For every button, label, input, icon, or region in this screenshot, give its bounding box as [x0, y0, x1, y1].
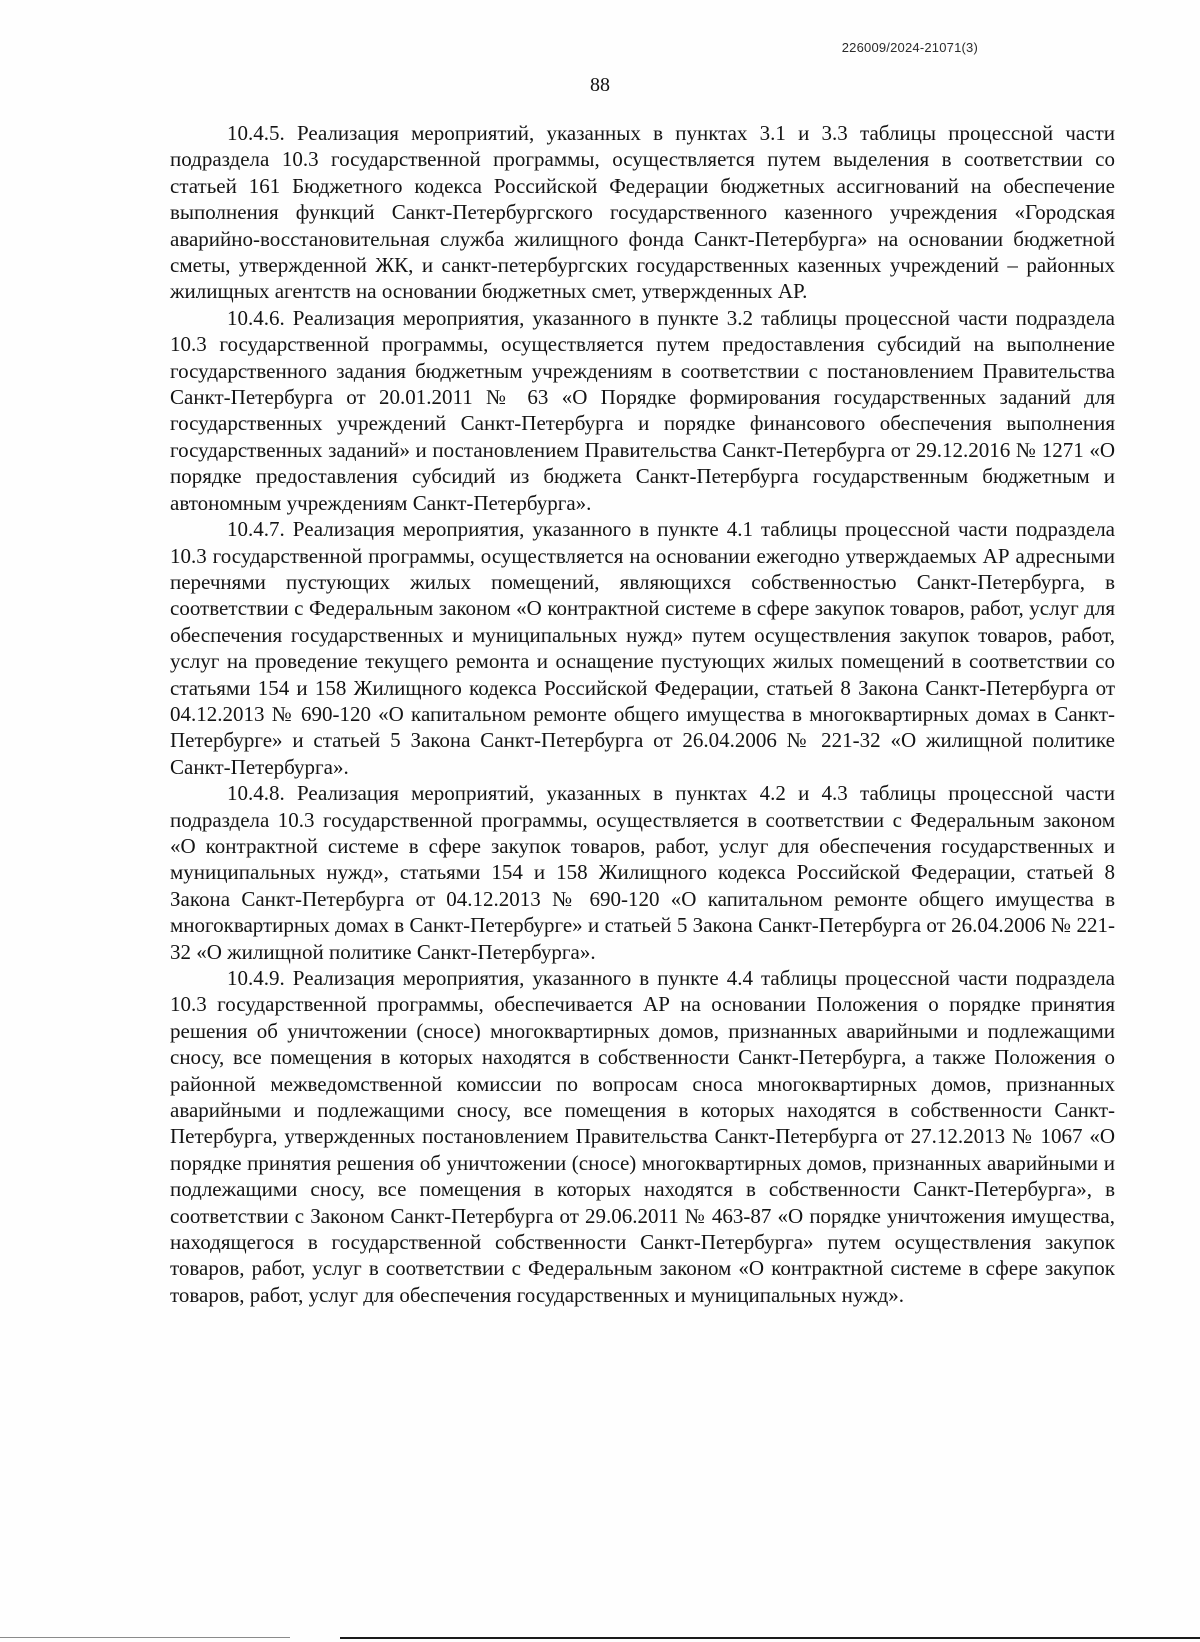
- paragraph-10-4-7: 10.4.7. Реализация мероприятия, указанного в пункте 4.1 таблицы процессной части подраздела 10.3 государственной программы, осуществляется на основании ежегодно утверждаемых АР адресными перечнями пустующих жилых помещений, являющихся собственностью Санкт-Петербурга, в соответствии с Федеральным законом «О контрактной системе в сфере закупок товаров, работ, услуг для обеспечения государственных и муниципальных нужд» путем осуществления закупок товаров, работ, услуг на проведение текущего ремонта и оснащение пустующих жилых помещений в соответствии со статьями 154 и 158 Жилищного кодекса Российской Федерации, статьей 8 Закона Санкт-Петербурга от 04.12.2013 № 690-120 «О капитальном ремонте общего имущества в многоквартирных домах в Санкт-Петербурге» и статьей 5 Закона Санкт-Петербурга от 26.04.2006 № 221-32 «О жилищной политике Санкт-Петербурга».: [170, 517, 1115, 779]
- paragraph-10-4-6: 10.4.6. Реализация мероприятия, указанного в пункте 3.2 таблицы процессной части подраздела 10.3 государственной программы, осуществляется путем предоставления субсидий на выполнение государственного задания бюджетным учреждениям в соответствии с постановлением Правительства Санкт-Петербурга от 20.01.2011 № 63 «О Порядке формирования государственных заданий для государственных учреждений Санкт-Петербурга и порядке финансового обеспечения выполнения государственных заданий» и постановлением Правительства Санкт-Петербурга от 29.12.2016 № 1271 «О порядке предоставления субсидий из бюджета Санкт-Петербурга государственным бюджетным и автономным учреждениям Санкт-Петербурга».: [170, 305, 1115, 515]
- paragraph-10-4-9: 10.4.9. Реализация мероприятия, указанного в пункте 4.4 таблицы процессной части подраздела 10.3 государственной программы, обеспечивается АР на основании Положения о порядке принятия решения об уничтожении (сносе) многоквартирных домов, признанных аварийными и подлежащими сносу, все помещения в которых находятся в собственности Санкт-Петербурга, а также Положения о районной межведомственной комиссии по вопросам сноса многоквартирных домов, признанных аварийными и подлежащими сносу, все помещения в которых находятся в собственности Санкт-Петербурга, утвержденных постановлением Правительства Санкт-Петербурга от 27.12.2013 № 1067 «О порядке принятия решения об уничтожении (сносе) многоквартирных домов, признанных аварийными и подлежащими сносу, все помещения в которых находятся в собственности Санкт-Петербурга», в соответствии с Законом Санкт-Петербурга от 29.06.2011 № 463-87 «О порядке уничтожения имущества, находящегося в государственной собственности Санкт-Петербурга» путем осуществления закупок товаров, работ, услуг в соответствии с Федеральным законом «О контрактной системе в сфере закупок товаров, работ, услуг для обеспечения государственных и муниципальных нужд».: [170, 966, 1115, 1307]
- scan-edge-line-left: [0, 1637, 290, 1638]
- page-number: 88: [590, 74, 610, 96]
- paragraph-10-4-5: 10.4.5. Реализация мероприятий, указанных в пунктах 3.1 и 3.3 таблицы процессной части подраздела 10.3 государственной программы, осуществляется путем выделения в соответствии со статьей 161 Бюджетного кодекса Российской Федерации бюджетных ассигнований на обеспечение выполнения функций Санкт-Петербургского государственного казенного учреждения «Городская аварийно-восстановительная служба жилищного фонда Санкт-Петербурга» на основании бюджетной сметы, утвержденной ЖК, и санкт-петербургских государственных казенных учреждений – районных жилищных агентств на основании бюджетных смет, утвержденных АР.: [170, 121, 1115, 304]
- document-id: 226009/2024-21071(3): [841, 40, 978, 55]
- paragraph-10-4-8: 10.4.8. Реализация мероприятий, указанных в пунктах 4.2 и 4.3 таблицы процессной части подраздела 10.3 государственной программы, осуществляется в соответствии с Федеральным законом «О контрактной системе в сфере закупок товаров, работ, услуг для обеспечения государственных и муниципальных нужд», статьями 154 и 158 Жилищного кодекса Российской Федерации, статьей 8 Закона Санкт-Петербурга от 04.12.2013 № 690-120 «О капитальном ремонте общего имущества в многоквартирных домах в Санкт-Петербурге» и статьей 5 Закона Санкт-Петербурга от 26.04.2006 № 221-32 «О жилищной политике Санкт-Петербурга».: [170, 781, 1115, 964]
- scan-edge-line: [340, 1637, 1200, 1639]
- document-body: [170, 120, 1115, 1308]
